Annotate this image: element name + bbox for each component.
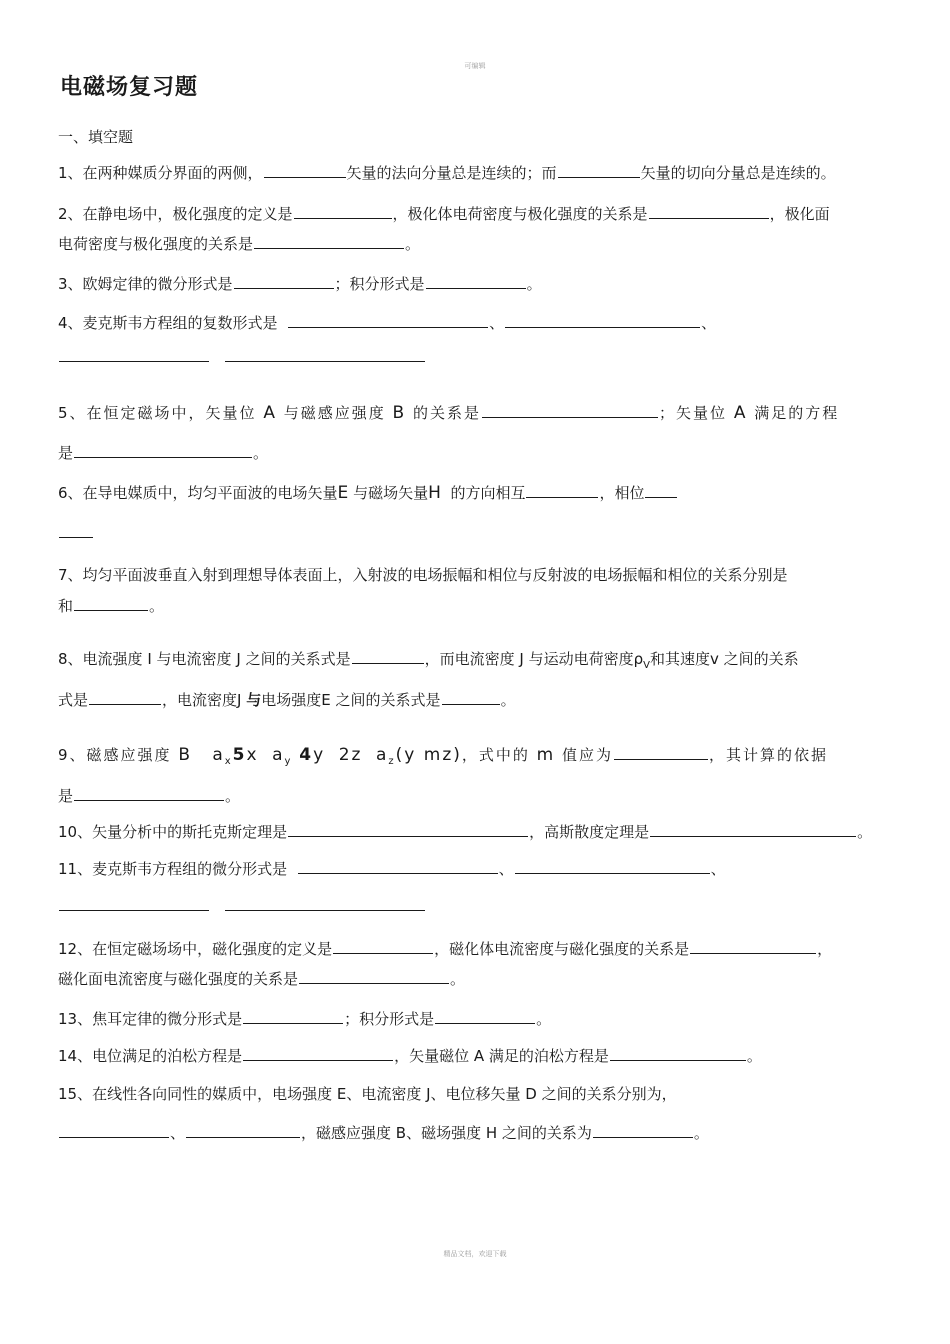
question-8: 8、电流强度 I 与电流密度 J 之间的关系式是 ，而电流密度 J 与运动电荷密度$\rho_V$和其速度v 之间的关系: [58, 650, 799, 671]
blank[interactable]: [74, 442, 252, 458]
blank[interactable]: [593, 1122, 693, 1138]
question-7: 7、均匀平面波垂直入射到理想导体表面上，入射波的电场振幅和相位与反射波的电场振幅和相位的关系分别是: [58, 566, 788, 584]
blank[interactable]: [482, 402, 658, 418]
blank[interactable]: [505, 312, 700, 328]
watermark-top: 可编辑: [464, 62, 486, 70]
blank[interactable]: [74, 595, 148, 611]
blank[interactable]: [225, 895, 425, 911]
question-6-cont: [58, 522, 94, 543]
question-15-cont: 、 ，磁感应强度 B、磁场强度 H 之间的关系为 。: [58, 1122, 709, 1143]
question-14: 14、电位满足的泊松方程是 ，矢量磁位 A 满足的泊松方程是 。: [58, 1047, 762, 1065]
blank[interactable]: [288, 312, 488, 328]
blank[interactable]: [610, 1045, 746, 1061]
blank[interactable]: [225, 346, 425, 362]
question-7-cont: 和 。: [58, 597, 165, 615]
blank[interactable]: [234, 273, 334, 289]
question-4-cont: [58, 346, 426, 367]
question-1: 1、在两种媒质分界面的两侧， 矢量的法向分量总是连续的；而 矢量的切向分量总是连续的。: [58, 164, 836, 182]
blank[interactable]: [59, 522, 93, 538]
blank[interactable]: [526, 482, 598, 498]
question-6: 6、在导电媒质中，均匀平面波的电场矢量E 与磁场矢量H 的方向相互 ，相位: [58, 482, 678, 503]
question-10: 10、矢量分析中的斯托克斯定理是 ，高斯散度定理是 。: [58, 823, 873, 841]
question-5-cont: 是 。: [58, 444, 269, 462]
question-9: 9、磁感应强度 B $a_x5x$ $a_y$ 4y 2z $a_z(y$ mz)，式中的 m 值应为 ，其计算的依据: [58, 745, 829, 767]
question-15: 15、在线性各向同性的媒质中，电场强度 E、电流密度 J、电位移矢量 D 之间的关系分别为，: [58, 1085, 677, 1103]
blank[interactable]: [690, 938, 816, 954]
blank[interactable]: [299, 968, 449, 984]
question-12-cont: 磁化面电流密度与磁化强度的关系是 。: [58, 970, 466, 988]
blank[interactable]: [650, 821, 856, 837]
blank[interactable]: [426, 273, 526, 289]
question-11: 11、麦克斯韦方程组的微分形式是 、 、: [58, 860, 726, 878]
question-9-cont: 是 。: [58, 787, 241, 805]
blank[interactable]: [442, 689, 500, 705]
blank[interactable]: [74, 785, 224, 801]
blank[interactable]: [352, 648, 424, 664]
blank[interactable]: [288, 821, 528, 837]
blank[interactable]: [558, 162, 640, 178]
blank[interactable]: [243, 1008, 343, 1024]
section-heading: 一、填空题: [58, 128, 134, 146]
blank[interactable]: [649, 203, 769, 219]
blank[interactable]: [645, 482, 677, 498]
blank[interactable]: [186, 1122, 300, 1138]
question-11-cont: [58, 895, 426, 916]
blank[interactable]: [59, 346, 209, 362]
blank[interactable]: [614, 744, 708, 760]
blank[interactable]: [435, 1008, 535, 1024]
question-3: 3、欧姆定律的微分形式是 ；积分形式是 。: [58, 275, 542, 293]
watermark-bottom: 精品文档，欢迎下载: [443, 1250, 507, 1258]
blank[interactable]: [333, 938, 433, 954]
question-5: 5、在恒定磁场中，矢量位 A 与磁感应强度 B 的关系是 ；矢量位 A 满足的方程: [58, 403, 840, 423]
question-2-cont: 电荷密度与极化强度的关系是 。: [58, 235, 421, 253]
page-title: 电磁场复习题: [60, 75, 199, 100]
blank[interactable]: [294, 203, 392, 219]
question-12: 12、在恒定磁场场中，磁化强度的定义是 ，磁化体电流密度与磁化强度的关系是 ，: [58, 940, 833, 958]
blank[interactable]: [254, 233, 404, 249]
blank[interactable]: [298, 858, 498, 874]
blank[interactable]: [59, 895, 209, 911]
blank[interactable]: [89, 689, 161, 705]
blank[interactable]: [243, 1045, 393, 1061]
blank[interactable]: [264, 162, 346, 178]
blank[interactable]: [515, 858, 710, 874]
question-13: 13、焦耳定律的微分形式是 ；积分形式是 。: [58, 1010, 552, 1028]
question-2: 2、在静电场中，极化强度的定义是 ，极化体电荷密度与极化强度的关系是 ，极化面: [58, 205, 830, 223]
question-8-cont: 式是 ，电流密度J 与电场强度E 之间的关系式是 。: [58, 691, 516, 709]
question-4: 4、麦克斯韦方程组的复数形式是 、 、: [58, 314, 717, 332]
blank[interactable]: [59, 1122, 169, 1138]
